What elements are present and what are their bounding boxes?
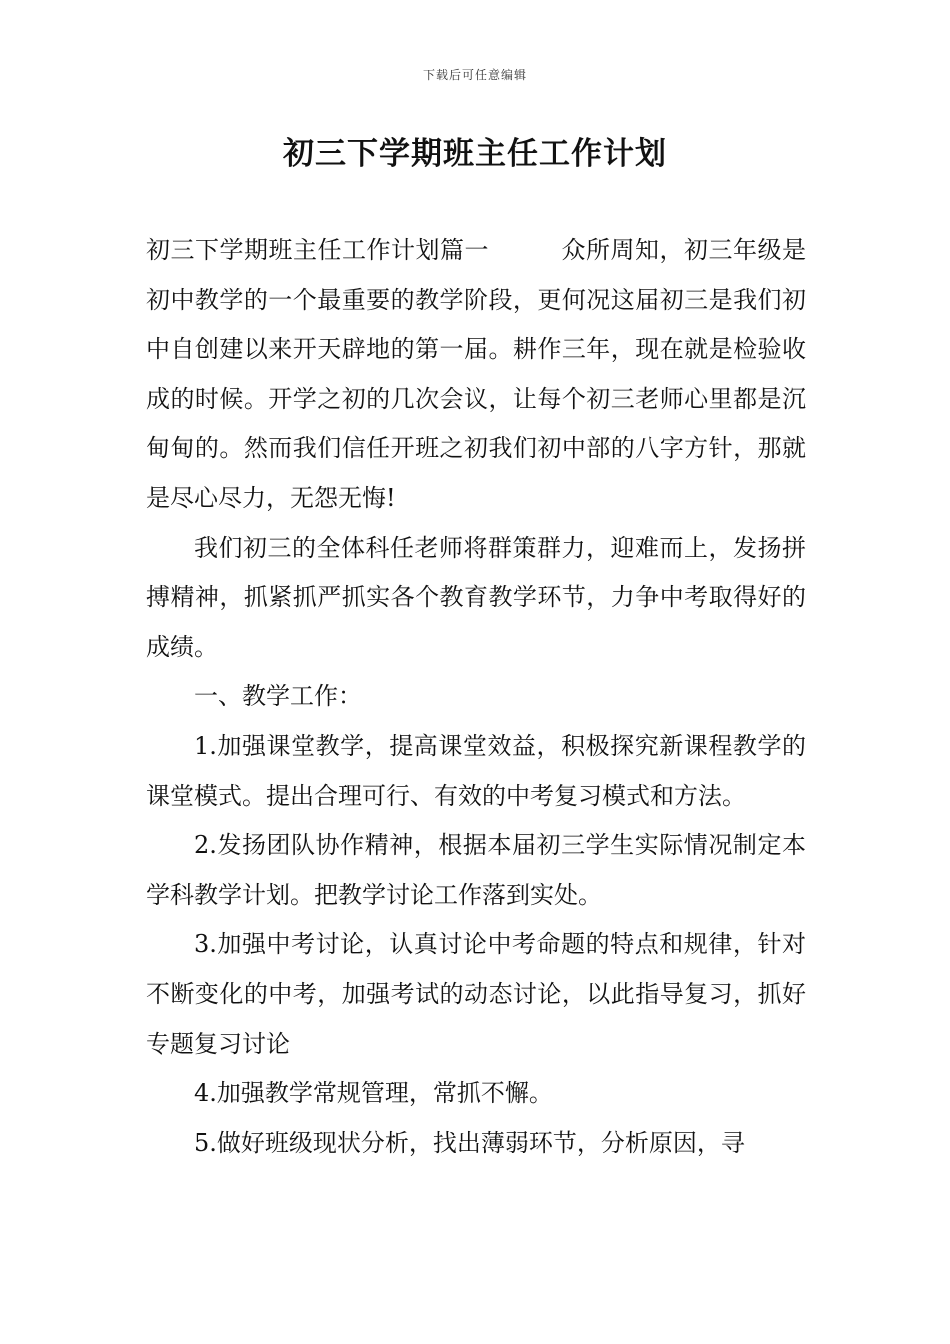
paragraph-commitment: 我们初三的全体科任老师将群策群力，迎难而上，发扬拼搏精神，抓紧抓严抓实各个教育教学环节，力争中考取得好的成绩。 — [146, 533, 806, 661]
list-item-1: 1.加强课堂教学，提高课堂效益，积极探究新课程教学的课堂模式。提出合理可行、有效的中考复习模式和方法。 — [146, 731, 806, 810]
page-header-note: 下载后可任意编辑 — [422, 68, 527, 82]
list-item-2: 2.发扬团队协作精神，根据本届初三学生实际情况制定本学科教学计划。把教学讨论工作落到实处。 — [146, 831, 806, 909]
list-item-5: 5.做好班级现状分析，找出薄弱环节，分析原因，寻 — [194, 1128, 745, 1157]
document-title: 初三下学期班主任工作计划 — [283, 136, 667, 172]
intro-lead: 初三下学期班主任工作计划篇一 — [146, 236, 489, 264]
list-item-4: 4.加强教学常规管理，常抓不懈。 — [194, 1079, 553, 1108]
intro-text: 众所周知，初三年级是初中教学的一个最重要的教学阶段，更何况这届初三是我们初中自创建以来开天辟地的第一届。耕作三年，现在就是检验收成的时候。开学之初的几次会议，让每个初三老师心里都是沉甸甸的。然而我们信任开班之初我们初中部的八字方针，那就是尽心尽力，无怨无悔! — [146, 236, 806, 512]
section-heading-teaching: 一、教学工作： — [194, 682, 362, 711]
list-item-3: 3.加强中考讨论，认真讨论中考命题的特点和规律，针对不断变化的中考，加强考试的动态讨论，以此指导复习，抓好专题复习讨论 — [146, 930, 806, 1058]
intro-paragraph — [146, 226, 806, 524]
document-body — [146, 226, 806, 1168]
